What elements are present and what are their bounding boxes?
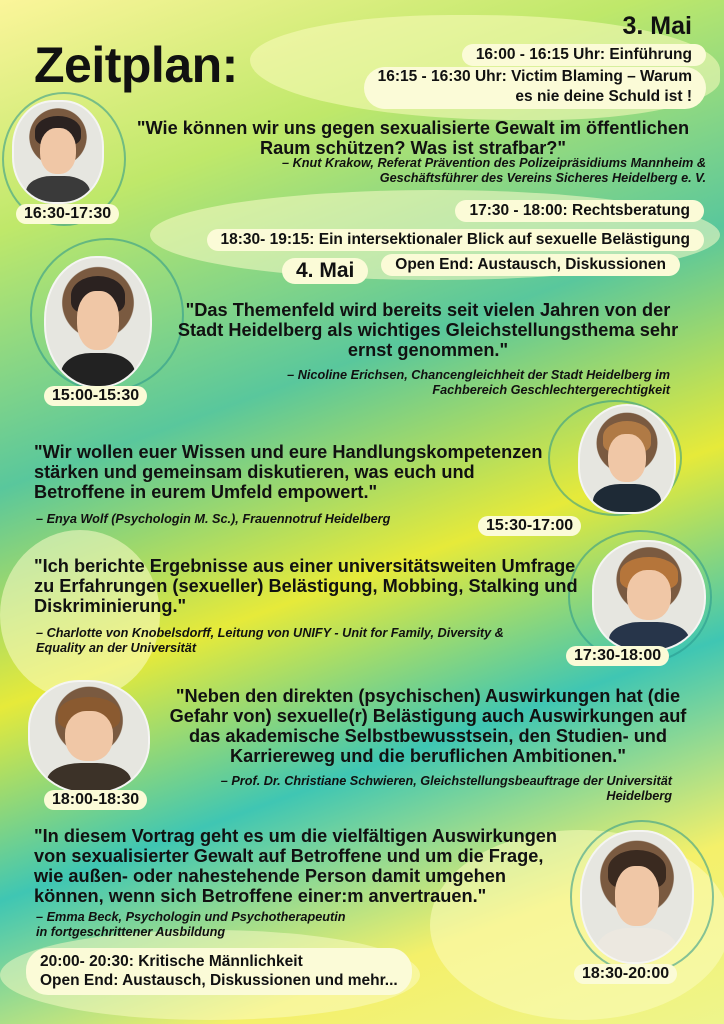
talk5-attr-line1: – Prof. Dr. Christiane Schwieren, Gleichstellungsbeauftrage der Universität	[220, 774, 672, 788]
talk1-quote	[128, 118, 698, 158]
speaker-photo-1	[12, 100, 104, 204]
closing-line2: Open End: Austausch, Diskussionen und mehr...	[40, 972, 398, 990]
talk2-quote	[168, 300, 688, 360]
closing-block	[26, 948, 412, 995]
talk5-quote-line3: das akademische Selbstbewusstsein, den Studien- und	[188, 726, 668, 747]
day1-slot4: 18:30- 19:15: Ein intersektionaler Blick auf sexuelle Belästigung	[207, 229, 704, 251]
talk5-attr-line2: Heidelberg	[606, 789, 672, 804]
talk1-attribution	[166, 156, 706, 186]
day1-heading: 3. Mai	[622, 12, 692, 40]
face-shape	[77, 291, 119, 350]
talk3-attribution	[36, 512, 476, 527]
talk2-attr-line2: Fachbereich Geschlechtergerechtigkeit	[432, 383, 670, 398]
speaker-photo-2	[44, 256, 152, 388]
talk4-attribution	[36, 626, 606, 656]
talk2-attr-line1: – Nicoline Erichsen, Chancengleichheit der Stadt Heidelberg im	[287, 368, 670, 382]
talk5-time: 18:00-18:30	[44, 790, 147, 810]
talk6-quote-line1: "In diesem Vortrag geht es um die vielfältigen Auswirkungen	[34, 826, 558, 846]
talk3-quote-line1: "Wir wollen euer Wissen und eure Handlungskompetenzen	[34, 442, 543, 462]
talk1-quote-line1: "Wie können wir uns gegen sexualisierte Gewalt im öffentlichen	[136, 118, 690, 138]
talk2-quote-line1: "Das Themenfeld wird bereits seit vielen Jahren von der	[185, 300, 671, 320]
speaker-photo-4	[592, 540, 706, 652]
talk2-quote-line2: Stadt Heidelberg als wichtiges Gleichstellungsthema sehr	[177, 320, 679, 341]
talk4-quote-line1: "Ich berichte Ergebnisse aus einer universitätsweiten Umfrage	[34, 556, 576, 576]
talk5-attribution	[152, 774, 672, 804]
talk6-quote-line4: können, wenn sich Betroffene einer:m anvertrauen."	[34, 886, 487, 907]
day1-slot3: 17:30 - 18:00: Rechtsberatung	[455, 200, 704, 222]
shirt-shape	[593, 484, 661, 514]
talk5-quote	[158, 686, 698, 766]
talk1-quote-line2: Raum schützen? Was ist strafbar?"	[259, 138, 567, 159]
talk3-quote	[34, 442, 564, 502]
face-shape	[40, 128, 75, 174]
day1-slot2-line2: es nie deine Schuld ist !	[515, 88, 692, 106]
talk6-attribution	[36, 910, 456, 940]
talk4-attr-line1: – Charlotte von Knobelsdorff, Leitung von UNIFY - Unit for Family, Diversity &	[36, 626, 504, 640]
talk6-quote-line2: von sexualisierter Gewalt auf Betroffene und um die Frage,	[34, 846, 544, 867]
talk2-quote-line3: ernst genommen."	[347, 340, 509, 361]
talk5-quote-line4: Karriereweg und die beruflichen Ambitionen."	[229, 746, 626, 767]
talk3-quote-line3: Betroffene in eurem Umfeld empowert."	[34, 482, 378, 503]
day1-slot2	[364, 67, 706, 109]
face-shape	[615, 866, 659, 926]
talk4-quote-line3: Diskriminierung."	[34, 596, 187, 617]
talk6-time: 18:30-20:00	[574, 964, 677, 984]
shirt-shape	[597, 928, 676, 964]
face-shape	[65, 711, 112, 762]
talk3-attr-line1: – Enya Wolf (Psychologin M. Sc.), Frauennotruf Heidelberg	[36, 512, 391, 526]
talk5-quote-line2: Gefahr von) sexuelle(r) Belästigung auch Auswirkungen auf	[169, 706, 687, 727]
day2-heading: 4. Mai	[282, 258, 368, 284]
shirt-shape	[26, 176, 89, 204]
talk2-time: 15:00-15:30	[44, 386, 147, 406]
speaker-photo-6	[580, 830, 694, 964]
page-title: Zeitplan:	[34, 37, 238, 93]
talk2-attribution	[200, 368, 670, 398]
talk6-attr-line1: – Emma Beck, Psychologin und Psychotherapeutin	[36, 910, 346, 924]
talk4-quote	[34, 556, 594, 616]
day1-slot2-line1: 16:15 - 16:30 Uhr: Victim Blaming – Warum	[377, 68, 692, 85]
talk6-quote	[34, 826, 574, 906]
face-shape	[627, 570, 671, 620]
talk1-time: 16:30-17:30	[16, 204, 119, 224]
talk3-time: 15:30-17:00	[478, 516, 581, 536]
talk1-attr-line1: – Knut Krakow, Referat Prävention des Polizeipräsidiums Mannheim &	[282, 156, 706, 170]
talk3-quote-line2: stärken und gemeinsam diskutieren, was euch und	[34, 462, 475, 483]
talk6-attr-line2: in fortgeschrittener Ausbildung	[36, 925, 226, 940]
speaker-photo-3	[578, 404, 676, 514]
talk4-time: 17:30-18:00	[566, 646, 669, 666]
talk6-quote-line3: wie außen- oder nahestehende Person damit umgehen	[34, 866, 506, 887]
face-shape	[608, 434, 646, 483]
day1-slot5: Open End: Austausch, Diskussionen	[381, 254, 680, 276]
talk4-quote-line2: zu Erfahrungen (sexueller) Belästigung, Mobbing, Stalking und	[34, 576, 578, 597]
speaker-photo-5	[28, 680, 150, 794]
day1-slot1: 16:00 - 16:15 Uhr: Einführung	[462, 44, 706, 66]
talk5-quote-line1: "Neben den direkten (psychischen) Auswirkungen hat (die	[175, 686, 681, 706]
talk1-attr-line2: Geschäftsführer des Vereins Sicheres Heidelberg e. V.	[379, 171, 706, 186]
closing-line1: 20:00- 20:30: Kritische Männlichkeit	[40, 953, 303, 970]
talk4-attr-line2: Equality an der Universität	[36, 641, 197, 656]
shirt-shape	[61, 353, 136, 388]
